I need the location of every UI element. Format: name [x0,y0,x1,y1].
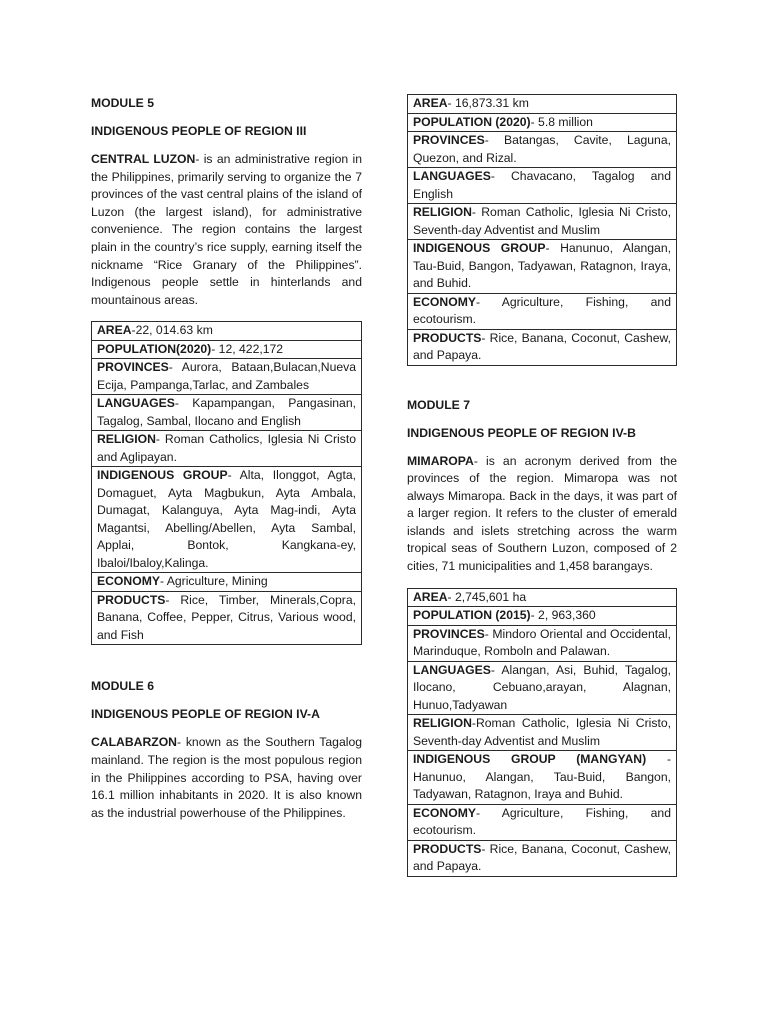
table-row [408,132,677,168]
row-value: - Rice, Timber, Minerals,Copra, Banana, Coffee, Pepper, Citrus, Various wood, and Fish [97,592,356,642]
table-cell [92,322,362,341]
module7-intro-text: - is an acronym derived from the provinces of the region. Mimaropa was not always Mimaropa. Back in the days, it was part of a larger region. It refers to the cluster of emerald islands and islets stretching across the warm tropical seas of Southern Luzon, composed of 2 cities, 71 municipalities and 1,458 barangays. [407,453,677,574]
table-cell [92,395,362,431]
table-row [408,840,677,876]
row-value: - Chavacano, Tagalog and English [413,169,671,201]
row-label: PRODUCTS [97,592,166,607]
table-row [408,95,677,114]
row-value: - Rice, Banana, Coconut, Cashew, and Papaya. [413,841,671,874]
table-cell [92,340,362,359]
module5-intro-term: CENTRAL LUZON [91,152,196,166]
table-cell [92,591,362,645]
module7-info-table [407,588,677,877]
table-row [92,395,362,431]
right-column [407,94,677,877]
row-label: ECONOMY [413,294,476,309]
row-label: PROVINCES [413,626,485,641]
table-row [92,467,362,573]
module6-intro-text: - known as the Southern Tagalog mainland. The region is the most populous region in the Philippines according to PSA, having over 16.1 million inhabitants in 2020. It is also known as the industrial powerhouse of the Philippines. [91,735,362,820]
table-cell [408,95,677,114]
table-row [408,607,677,626]
row-value: - Agriculture, Fishing, and ecotourism. [413,294,671,326]
row-label: RELIGION [413,716,472,731]
row-value: - 12, 422,172 [211,341,284,356]
module6-title: MODULE 6 [91,679,154,694]
module7-title: MODULE 7 [407,397,470,412]
row-value: -22, 014.63 km [131,323,213,338]
row-value: - Agriculture, Mining [159,574,268,589]
row-value: - 5.8 million [530,114,593,129]
module5-title: MODULE 5 [91,96,154,110]
row-label: INDIGENOUS GROUP (MANGYAN) [413,752,647,767]
table-cell [408,840,677,876]
module7-intro-term: MIMAROPA [407,453,474,468]
row-label: PROVINCES [413,133,485,147]
module6-info-table [407,94,677,366]
table-cell [408,715,677,751]
row-value: - 16,873.31 km [447,96,529,110]
row-value: - Rice, Banana, Coconut, Cashew, and Papaya. [413,330,671,362]
row-label: AREA [413,96,448,110]
table-cell [408,293,677,329]
table-row [92,573,362,592]
table-row [408,625,677,661]
table-cell [408,240,677,294]
table-cell [92,431,362,467]
row-label: PRODUCTS [413,841,482,856]
table-row [92,340,362,359]
row-label: INDIGENOUS GROUP [413,241,546,255]
table-cell [408,113,677,132]
row-value: - Kapampangan, Pangasinan, Tagalog, Sambal, Ilocano and English [97,396,356,428]
table-row [408,588,677,607]
table-cell [408,804,677,840]
row-value: -Roman Catholic, Iglesia Ni Cristo, Seventh-day Adventist and Muslim [413,716,671,748]
row-value: - Agriculture, Fishing, and ecotourism. [413,805,671,838]
module5-info-table [91,321,362,645]
table-row [408,113,677,132]
module7-intro [407,453,677,576]
table-cell [408,625,677,661]
table-row [408,751,677,805]
row-label: ECONOMY [413,805,476,820]
table-row [408,168,677,204]
row-label: POPULATION(2020) [97,341,212,356]
row-value: - Aurora, Bataan,Bulacan,Nueva Ecija, Pampanga,Tarlac, and Zambales [97,360,356,392]
row-label: POPULATION (2015) [413,608,531,623]
table-row [408,715,677,751]
table-cell [408,751,677,805]
row-label: LANGUAGES [97,396,175,411]
table-row [408,204,677,240]
module6-intro-term: CALABARZON [91,735,177,750]
row-value: - Alangan, Asi, Buhid, Tagalog, Ilocano, Cebuano,arayan, Alagnan, Hunuo,Tadyawan [413,662,671,712]
table-row [408,804,677,840]
table-row [408,293,677,329]
table-cell [408,204,677,240]
table-row [92,322,362,341]
module5-subtitle: INDIGENOUS PEOPLE OF REGION III [91,124,307,138]
row-value: - Roman Catholics, Iglesia Ni Cristo and Aglipayan. [97,432,356,464]
table-cell [408,588,677,607]
row-value: - 2, 963,360 [530,608,596,623]
row-label: RELIGION [97,432,156,447]
row-value: - Mindoro Oriental and Occidental, Marinduque, Romboln and Palawan. [413,626,671,659]
row-label: LANGUAGES [413,662,491,677]
module6-intro [91,734,362,822]
module7-subtitle: INDIGENOUS PEOPLE OF REGION IV-B [407,425,636,440]
table-cell [408,329,677,365]
row-label: ECONOMY [97,574,160,589]
row-value: - Roman Catholic, Iglesia Ni Cristo, Seventh-day Adventist and Muslim [413,205,671,237]
table-row [408,240,677,294]
table-cell [92,573,362,592]
row-label: PROVINCES [97,360,169,375]
module5-intro-text: - is an administrative region in the Philippines, primarily serving to organize the 7 provinces of the vast central plains of the island of Luzon (the largest island), for administrative convenience. The region contains the largest plain in the country’s rice supply, earning itself the nickname “Rice Granary of the Philippines”. Indigenous people settle in hinterlands and mountainous areas. [91,152,362,307]
module6-subtitle: INDIGENOUS PEOPLE OF REGION IV-A [91,707,320,722]
row-value: - 2,745,601 ha [447,589,527,604]
table-cell [92,359,362,395]
row-label: AREA [413,589,448,604]
row-value: - Hanunuo, Alangan, Tau-Buid, Bangon, Tadyawan, Ratagnon, Iraya and Buhid. [413,752,671,802]
module5-intro [91,151,362,309]
table-row [408,661,677,715]
row-label: POPULATION (2020) [413,114,531,129]
row-label: AREA [97,323,132,338]
table-cell [408,168,677,204]
row-label: INDIGENOUS GROUP [97,468,228,483]
row-label: PRODUCTS [413,330,482,345]
row-value: - Hanunuo, Alangan, Tau-Buid, Bangon, Tadyawan, Ratagnon, Iraya, and Buhid. [413,241,671,290]
table-row [408,329,677,365]
left-column [91,95,362,822]
table-cell [408,132,677,168]
table-row [92,359,362,395]
table-row [92,431,362,467]
table-cell [408,607,677,626]
row-value: - Alta, Ilonggot, Agta, Domaguet, Ayta Magbukun, Ayta Ambala, Dumagat, Kalanguya, Ayta Mag-indi, Ayta Magantsi, Abelling/Abellen, Ayta Sambal, Applai, Bontok, Kangkana-ey, Ibaloi/Ibaloy,Kalinga. [97,468,356,570]
row-value: - Batangas, Cavite, Laguna, Quezon, and Rizal. [413,133,671,165]
row-label: RELIGION [413,205,472,219]
table-cell [408,661,677,715]
table-cell [92,467,362,573]
row-label: LANGUAGES [413,169,491,183]
table-row [92,591,362,645]
